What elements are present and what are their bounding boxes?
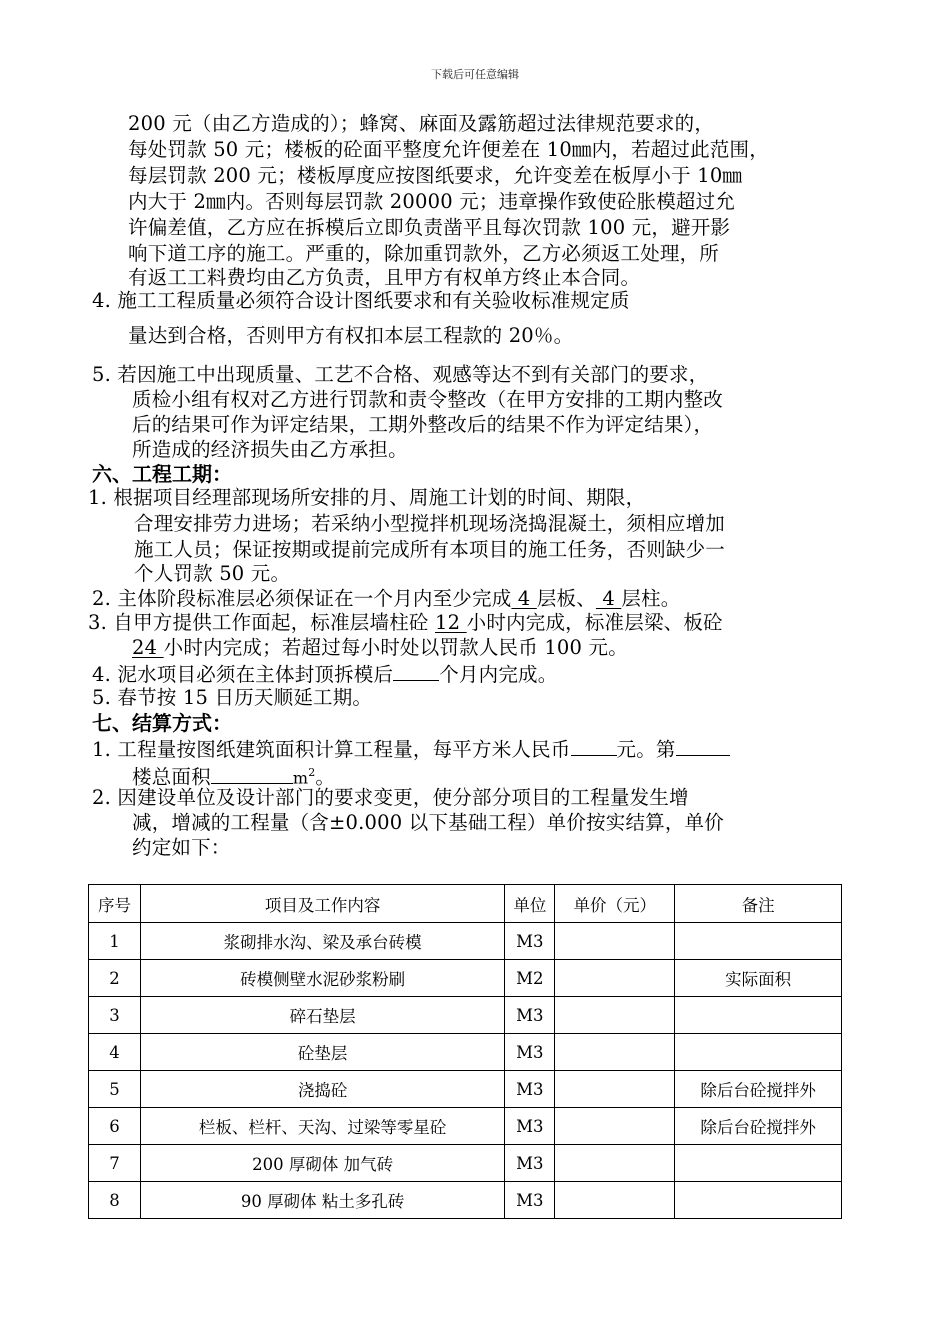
table-cell [675, 1034, 842, 1071]
table-cell: 4 [89, 1034, 141, 1071]
filled-blank: 4 [511, 587, 537, 610]
table-cell: 浆砌排水沟、梁及承台砖模 [140, 923, 504, 960]
table-cell: 栏板、栏杆、天沟、过梁等零星砼 [140, 1108, 504, 1145]
table-cell: M3 [505, 923, 555, 960]
paragraph-line: 每层罚款 200 元；楼板厚度应按图纸要求，允许变差在板厚小于 10㎜ [128, 164, 743, 187]
empty-blank [211, 763, 293, 784]
table-cell: M3 [505, 1108, 555, 1145]
table-header-cell: 备注 [675, 885, 842, 923]
table-cell [555, 1071, 675, 1108]
table-row [89, 997, 842, 1034]
table-cell: 1 [89, 923, 141, 960]
clause-5-line: 质检小组有权对乙方进行罚款和责令整改（在甲方安排的工期内整改 [132, 388, 724, 411]
schedule-item-1: 施工人员；保证按期或提前完成所有本项目的施工任务，否则缺少一 [134, 538, 726, 561]
table-cell: 实际面积 [675, 960, 842, 997]
table-cell: M3 [505, 1145, 555, 1182]
table-cell: 3 [89, 997, 141, 1034]
table-cell: 2 [89, 960, 141, 997]
table-cell [555, 960, 675, 997]
paragraph-line: 有返工工料费均由乙方负责，且甲方有权单方终止本合同。 [128, 266, 641, 289]
table-cell: 浇捣砼 [140, 1071, 504, 1108]
schedule-item-1: 合理安排劳力进场；若采纳小型搅拌机现场浇捣混凝土，须相应增加 [134, 512, 726, 535]
filled-blank: 4 [595, 587, 622, 610]
filled-blank: 12 [435, 611, 467, 634]
paragraph-line: 每处罚款 50 元；楼板的砼面平整度允许便差在 10㎜内，若超过此范围， [128, 138, 769, 161]
table-cell: 除后台砼搅拌外 [675, 1071, 842, 1108]
paragraph-line: 响下道工序的施工。严重的，除加重罚款外，乙方必须返工处理，所 [128, 242, 720, 265]
settlement-item-2: 约定如下： [132, 836, 231, 859]
table-cell: 200 厚砌体 加气砖 [140, 1145, 504, 1182]
table-cell: M3 [505, 997, 555, 1034]
table-header-row [89, 885, 842, 923]
table-cell: M2 [505, 960, 555, 997]
schedule-item-2: 2. 主体阶段标准层必须保证在一个月内至少完成 4 层板、 4 层柱。 [92, 587, 681, 610]
schedule-item-5: 5. 春节按 15 日历天顺延工期。 [92, 686, 373, 709]
table-row [89, 923, 842, 960]
table-row [89, 1071, 842, 1108]
clause-5-line: 后的结果可作为评定结果，工期外整改后的结果不作为评定结果）， [132, 413, 714, 436]
table-cell [555, 1108, 675, 1145]
empty-blank [393, 660, 439, 681]
table-cell [555, 997, 675, 1034]
table-row [89, 1034, 842, 1071]
filled-blank: 24 [132, 636, 164, 659]
table-cell [555, 923, 675, 960]
paragraph-line: 内大于 2㎜内。否则每层罚款 20000 元；违章操作致使砼胀模超过允 [128, 190, 736, 213]
table-cell: M3 [505, 1182, 555, 1219]
schedule-item-4: 4. 泥水项目必须在主体封顶拆模后 个月内完成。 [92, 660, 557, 688]
paragraph-line: 200 元（由乙方造成的）；蜂窝、麻面及露筋超过法律规范要求的， [128, 112, 715, 135]
table-cell [555, 1145, 675, 1182]
clause-4-line: 量达到合格，否则甲方有权扣本层工程款的 20％。 [128, 324, 574, 347]
table-cell [675, 923, 842, 960]
table-cell: 90 厚砌体 粘土多孔砖 [140, 1182, 504, 1219]
table-cell: 7 [89, 1145, 141, 1182]
settlement-item-2: 2. 因建设单位及设计部门的要求变更，使分部分项目的工程量发生增 [92, 786, 689, 809]
clause-4-line: 4. 施工工程质量必须符合设计图纸要求和有关验收标准规定质 [92, 289, 630, 312]
table-cell [675, 1182, 842, 1219]
table-cell: 5 [89, 1071, 141, 1108]
table-cell: 6 [89, 1108, 141, 1145]
table-header-cell: 单位 [505, 885, 555, 923]
clause-5-line: 5. 若因施工中出现质量、工艺不合格、观感等达不到有关部门的要求， [92, 363, 709, 386]
unit-price-table [88, 884, 842, 1219]
table-row [89, 1182, 842, 1219]
table-cell: 除后台砼搅拌外 [675, 1108, 842, 1145]
table-row [89, 1145, 842, 1182]
page-header: 下载后可任意编辑 [431, 68, 519, 81]
table-cell: 8 [89, 1182, 141, 1219]
table-row [89, 960, 842, 997]
section-heading-7: 七、结算方式： [92, 711, 232, 735]
table-cell: 砖模侧壁水泥砂浆粉刷 [140, 960, 504, 997]
empty-blank [676, 735, 730, 756]
schedule-item-1: 1. 根据项目经理部现场所安排的月、周施工计划的时间、期限， [88, 486, 646, 509]
clause-5-line: 所造成的经济损失由乙方承担。 [132, 438, 408, 461]
table-row [89, 1108, 842, 1145]
section-heading-6: 六、工程工期： [92, 462, 232, 486]
schedule-item-1: 个人罚款 50 元。 [134, 562, 291, 585]
table-cell [555, 1034, 675, 1071]
table-cell [675, 997, 842, 1034]
table-header-cell: 序号 [89, 885, 141, 923]
table-cell [675, 1145, 842, 1182]
empty-blank [571, 735, 617, 756]
table-cell: M3 [505, 1034, 555, 1071]
table-cell [555, 1182, 675, 1219]
table-header-cell: 项目及工作内容 [140, 885, 504, 923]
schedule-item-3: 3. 自甲方提供工作面起，标准层墙柱砼 12 小时内完成，标准层梁、板砼 [88, 611, 723, 634]
paragraph-line: 许偏差值，乙方应在拆模后立即负责凿平且每次罚款 100 元，避开影 [128, 216, 731, 239]
settlement-item-2: 减，增减的工程量（含±0.000 以下基础工程）单价按实结算，单价 [132, 811, 724, 834]
table-cell: 碎石垫层 [140, 997, 504, 1034]
table-header-cell: 单价（元） [555, 885, 675, 923]
settlement-item-1: 1. 工程量按图纸建筑面积计算工程量，每平方米人民币 元。第 [92, 735, 730, 763]
table-cell: M3 [505, 1071, 555, 1108]
settlement-item-1: 楼总面积 $m^2$。 [132, 760, 335, 792]
schedule-item-3: 24 小时内完成；若超过每小时处以罚款人民币 100 元。 [132, 636, 628, 659]
table-cell: 砼垫层 [140, 1034, 504, 1071]
